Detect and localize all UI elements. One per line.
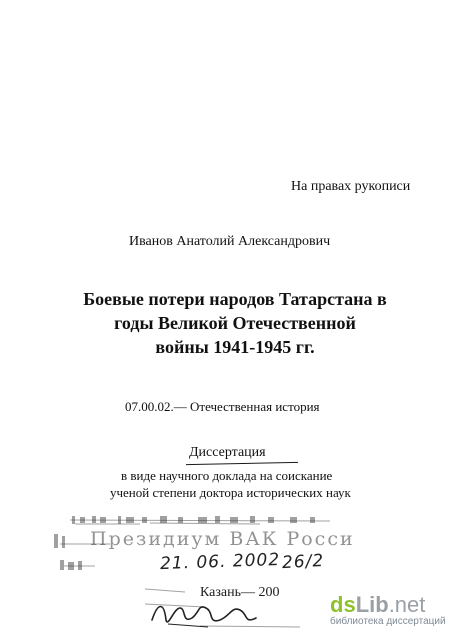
dissertation-desc-line: в виде научного доклада на соискание [121, 468, 333, 483]
stamp-number: 26/2 [281, 550, 325, 574]
logo-lib-text: Lib [355, 592, 389, 617]
dissertation-desc-line: ученой степени доктора исторических наук [110, 485, 351, 500]
title-line: Боевые потери народов Татарстана в [83, 289, 387, 309]
dslib-logo [330, 592, 448, 618]
title-line: годы Великой Отечественной [114, 313, 356, 333]
watermark-subtitle: библиотека диссертаций [330, 616, 446, 627]
logo-ds-text: ds [330, 592, 356, 617]
dslib-watermark [330, 592, 448, 634]
stamp-date: 21. 06. 2002 [159, 549, 281, 575]
dissertation-title [40, 287, 430, 359]
stamp-line: Президиум ВАК Росси [90, 528, 355, 550]
logo-tld-text: .net [388, 592, 426, 617]
title-line: войны 1941-1945 гг. [155, 337, 315, 357]
specialty-code: 07.00.02.— Отечественная история [125, 399, 320, 414]
dissertation-underline [186, 462, 298, 465]
dissertation-label: Диссертация [189, 445, 266, 460]
rights-note: На правах рукописи [291, 179, 411, 194]
city-year: Казань— 200 [200, 585, 280, 600]
author-name: Иванов Анатолий Александрович [129, 234, 331, 249]
